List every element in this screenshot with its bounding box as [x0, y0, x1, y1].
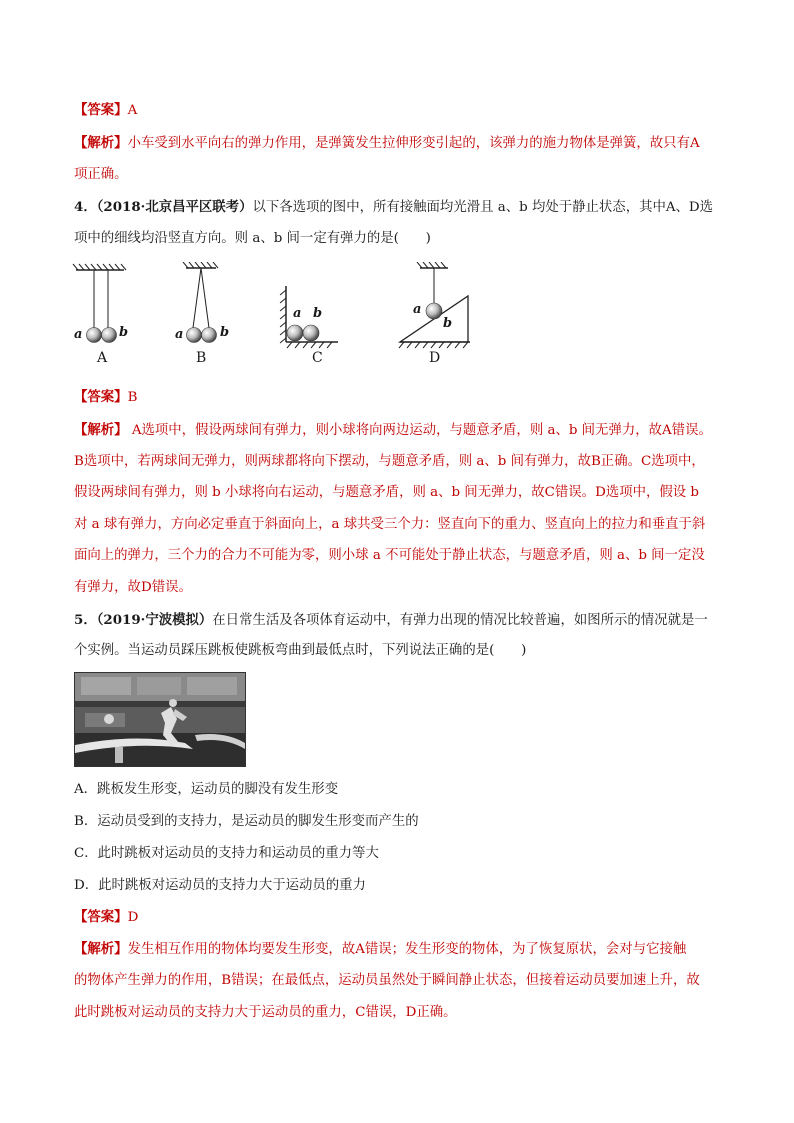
q5-stem-line-2: 个实例。当运动员踩压跳板使跳板弯曲到最低点时，下列说法正确的是( ) [74, 643, 527, 658]
answer-value: B [127, 390, 138, 405]
q4-analysis-line-3: 假设两球间有弹力，则 b 小球将向右运动，与题意矛盾，则 a、b 间无弹力，故C错误。D选项中，假设 b [74, 485, 699, 500]
figure-c-caption: C [312, 350, 323, 366]
q5-option-c: C．此时跳板对运动员的支持力和运动员的重力等大 [74, 846, 379, 861]
question-stem: 在日常生活及各项体育运动中，有弹力出现的情况比较普遍，如图所示的情况就是一 [212, 613, 708, 628]
q4-answer-line [74, 387, 137, 408]
question-number: 5． [74, 612, 97, 628]
analysis-text: A选项中，假设两球间有弹力，则小球将向两边运动，与题意矛盾，则 a、b 间无弹力，故A错误。 [127, 423, 712, 438]
question-number: 4． [74, 199, 97, 215]
q3-answer-line [74, 100, 137, 121]
q5-answer-line [74, 907, 138, 928]
figure-d-caption: D [429, 350, 441, 366]
figure-a-caption: A [97, 350, 108, 366]
q5-option-d: D．此时跳板对运动员的支持力大于运动员的重力 [74, 878, 366, 893]
q5-option-b: B．运动员受到的支持力，是运动员的脚发生形变而产生的 [74, 814, 419, 829]
figure-d [399, 262, 470, 348]
question-source: （2019·宁波模拟） [96, 612, 213, 628]
q5-analysis-line-3: 此时跳板对运动员的支持力大于运动员的重力，C错误，D正确。 [74, 1005, 457, 1020]
figure-c [280, 286, 338, 348]
figure-b [183, 262, 218, 343]
q5-option-a: A．跳板发生形变，运动员的脚没有发生形变 [74, 782, 339, 797]
q5-analysis-line-1 [74, 939, 686, 960]
q5-stem-line-1 [74, 610, 708, 631]
figure-a-label-b: b [119, 325, 129, 340]
figure-b-caption: B [196, 350, 207, 366]
analysis-tag: 【解析】 [74, 941, 128, 957]
answer-tag: 【答案】 [74, 389, 128, 405]
q3-analysis-line-1 [74, 133, 700, 154]
q5-analysis-line-2: 的物体产生弹力的作用，B错误；在最低点，运动员虽然处于瞬间静止状态，但接着运动员要加速上升，故 [74, 973, 700, 988]
figure-c-label-a: a [293, 306, 302, 321]
q4-analysis-line-2: B选项中，若两球间无弹力，则两球都将向下摆动，与题意矛盾，则 a、b 间有弹力，故B正确。C选项中， [74, 454, 705, 469]
question-stem: 以下各选项的图中，所有接触面均光滑且 a、b 均处于静止状态，其中A、D选 [252, 200, 714, 215]
analysis-text: 发生相互作用的物体均要发生形变，故A错误；发生形变的物体，为了恢复原状，会对与它接触 [127, 942, 687, 957]
analysis-tag: 【解析】 [74, 422, 128, 438]
q4-figures [70, 262, 470, 372]
answer-value: A [127, 103, 138, 118]
answer-value: D [127, 910, 139, 925]
q4-stem-line-2: 项中的细线均沿竖直方向。则 a、b 间一定有弹力的是( ) [74, 231, 431, 246]
answer-tag: 【答案】 [74, 909, 128, 925]
q4-analysis-line-4: 对 a 球有弹力，方向必定垂直于斜面向上，a 球共受三个力：竖直向下的重力、竖直向上的拉力和垂直于斜 [74, 517, 706, 532]
figure-a-label-a: a [74, 327, 83, 342]
figure-d-label-b: b [443, 316, 453, 331]
q4-analysis-line-6: 有弹力，故D错误。 [74, 580, 192, 595]
q4-stem-line-1 [74, 197, 713, 218]
q4-analysis-line-5: 面向上的弹力，三个力的合力不可能为零，则小球 a 不可能处于静止状态，与题意矛盾，则 a、b 间一定没 [74, 548, 705, 563]
figure-b-label-a: a [175, 327, 184, 342]
analysis-text: 小车受到水平向右的弹力作用，是弹簧发生拉伸形变引起的，该弹力的施力物体是弹簧，故只有A [127, 136, 700, 151]
question-source: （2018·北京昌平区联考） [96, 199, 253, 215]
figure-d-label-a: a [413, 302, 422, 317]
analysis-tag: 【解析】 [74, 135, 128, 151]
answer-tag: 【答案】 [74, 102, 128, 118]
q4-analysis-line-1 [74, 420, 712, 441]
q3-analysis-line-2: 项正确。 [74, 167, 128, 182]
diving-board-photo [74, 672, 246, 767]
figure-b-label-b: b [220, 325, 230, 340]
figure-c-label-b: b [313, 306, 323, 321]
